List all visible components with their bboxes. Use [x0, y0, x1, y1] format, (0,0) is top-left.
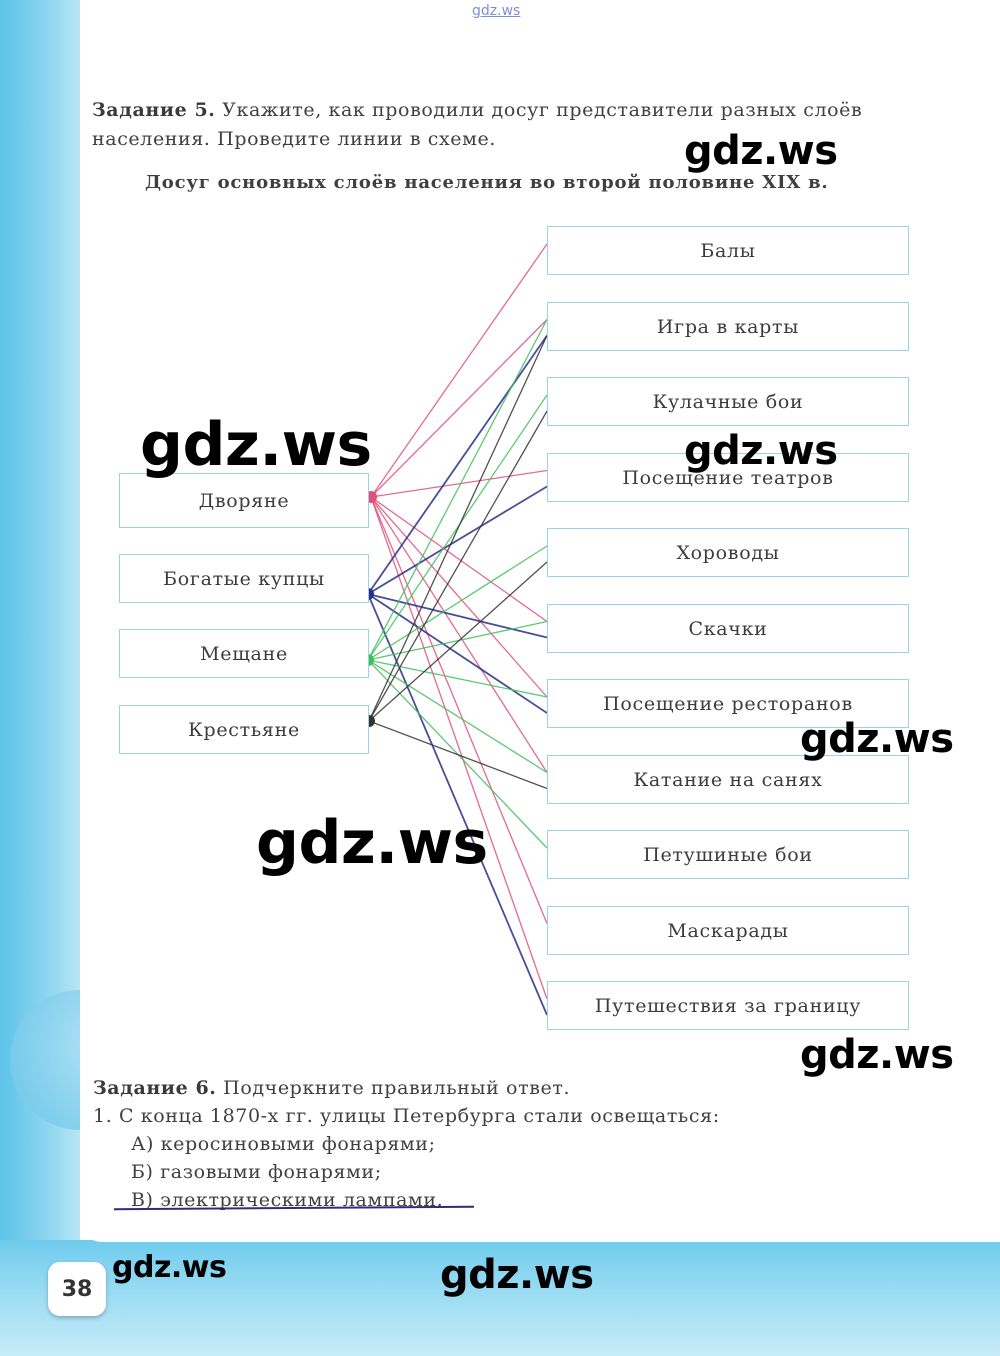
activity-box	[547, 755, 909, 804]
answer-option[interactable]: А) керосиновыми фонарями;	[131, 1133, 436, 1155]
activity-label: Игра в карты	[656, 315, 800, 338]
scheme-title: Досуг основных слоёв населения во второй половине XIX в.	[145, 172, 829, 193]
connection-line	[368, 395, 547, 660]
connection-line	[371, 320, 547, 498]
watermark: gdz.ws	[684, 128, 838, 174]
group-label: Дворяне	[198, 489, 290, 512]
activity-label: Посещение театров	[622, 466, 834, 489]
activity-label: Кулачные бои	[652, 390, 804, 413]
activity-label: Путешествия за границу	[594, 994, 862, 1017]
watermark: gdz.ws	[256, 808, 488, 878]
activity-label: Хороводы	[676, 541, 780, 564]
group-box-dvoryane	[119, 473, 369, 528]
connection-line	[368, 487, 547, 595]
task6-text: Подчеркните правильный ответ.	[223, 1077, 571, 1099]
connection-line	[368, 594, 547, 713]
watermark: gdz.ws	[684, 428, 838, 474]
watermark: gdz.ws	[112, 1250, 227, 1285]
connection-line	[369, 336, 547, 722]
connection-line	[368, 594, 547, 638]
connection-line	[369, 562, 547, 721]
group-label: Богатые купцы	[163, 567, 325, 590]
task6-heading	[93, 1074, 953, 1102]
task5-label: Задание 5.	[92, 99, 216, 121]
answer-option[interactable]: Б) газовыми фонарями;	[131, 1161, 382, 1183]
activity-label: Петушиные бои	[643, 843, 813, 866]
activity-box	[547, 302, 909, 351]
group-box-krestyane	[119, 705, 369, 754]
group-label: Крестьяне	[188, 718, 300, 741]
activity-label: Маскарады	[667, 919, 789, 942]
watermark: gdz.ws	[800, 716, 954, 762]
group-label: Мещане	[200, 642, 288, 665]
activity-label: Балы	[700, 239, 756, 262]
activity-box	[547, 906, 909, 955]
activity-label: Катание на санях	[633, 768, 823, 791]
task5-text: Укажите, как проводили досуг представители разных слоёв населения. Проведите линии в схеме.	[92, 99, 863, 150]
activity-box	[547, 981, 909, 1030]
watermark: gdz.ws	[440, 1252, 594, 1298]
activity-box	[547, 830, 909, 879]
activity-box	[547, 377, 909, 426]
top-site-link[interactable]: gdz.ws	[472, 3, 521, 19]
activity-box	[547, 604, 909, 653]
task6-label: Задание 6.	[93, 1077, 217, 1099]
connection-line	[368, 336, 547, 595]
activity-box	[547, 528, 909, 577]
watermark: gdz.ws	[800, 1032, 954, 1078]
group-box-meshchane	[119, 629, 369, 678]
watermark: gdz.ws	[140, 410, 372, 480]
connection-line	[368, 594, 547, 1015]
group-box-kuptsy	[119, 554, 369, 603]
connection-line	[371, 497, 547, 999]
task6-question: 1. С конца 1870-х гг. улицы Петербурга стали освещаться:	[93, 1105, 720, 1127]
activity-box	[547, 226, 909, 275]
activity-label: Скачки	[688, 617, 768, 640]
connection-line	[368, 320, 547, 661]
task6-block	[93, 1074, 953, 1214]
answer-option-selected[interactable]: В) электрическими лампами.	[131, 1189, 444, 1211]
connection-line	[371, 471, 547, 498]
activity-label: Посещение ресторанов	[603, 692, 853, 715]
page-number: 38	[48, 1262, 106, 1316]
